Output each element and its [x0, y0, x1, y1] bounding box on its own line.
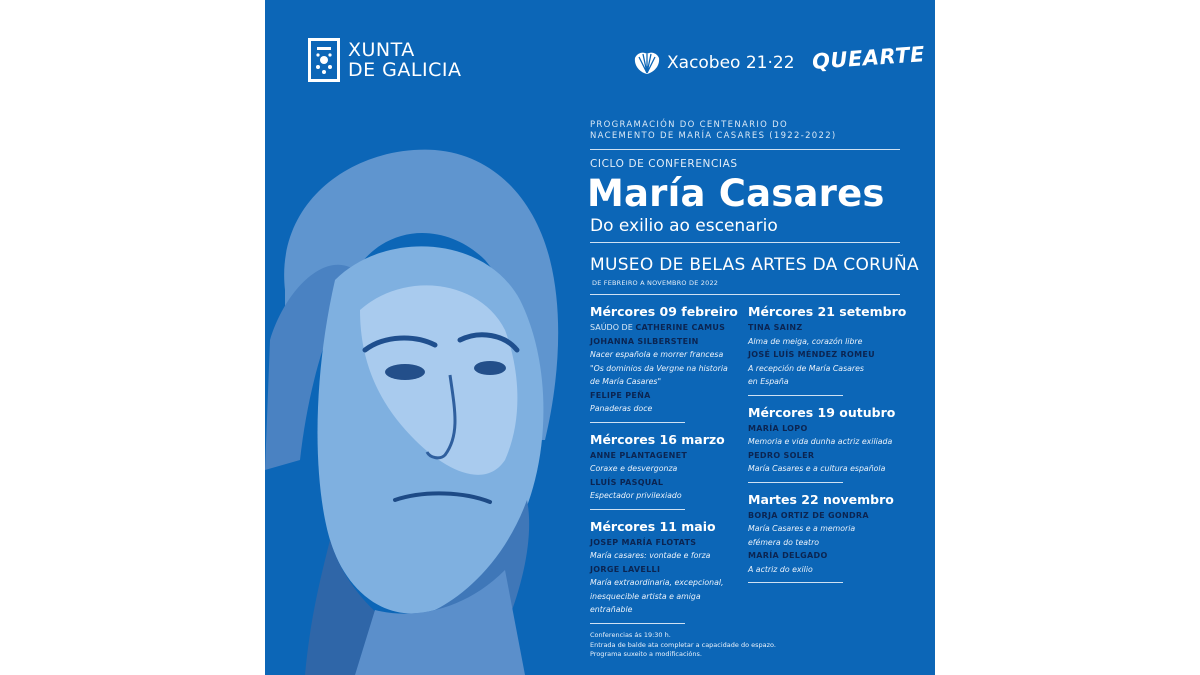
talk-title: María casares: vontade e forza — [590, 551, 711, 560]
speaker-name: LLUÍS PASQUAL — [590, 477, 664, 487]
event-divider — [590, 422, 685, 423]
event-divider — [590, 623, 685, 624]
talk-title: A recepción de María Casares — [748, 363, 864, 373]
speaker-name: FELIPE PEÑA — [590, 390, 651, 400]
portrait-illustration — [265, 140, 575, 675]
speaker-name: BORJA ORTIZ DE GONDRA — [748, 510, 869, 520]
scallop-shell-icon — [633, 50, 661, 76]
talk-title: Coraxe e desvergonza — [590, 464, 678, 473]
event-date: Martes 22 novembro — [748, 491, 894, 507]
programme-column-right — [748, 304, 918, 592]
talk-title: en España — [748, 377, 789, 386]
xunta-de-galicia-logo — [308, 38, 461, 82]
divider — [590, 294, 900, 295]
event-date: Mércores 16 marzo — [590, 431, 725, 447]
galicia-shield-icon — [308, 38, 340, 82]
speaker-name: JOSÉ LUÍS MÉNDEZ ROMEU — [748, 350, 875, 359]
speaker-name: TINA SAINZ — [748, 323, 803, 332]
divider — [590, 242, 900, 243]
footer-line3: Programa suxeito a modificacións. — [590, 650, 702, 658]
programme-heading — [590, 120, 837, 142]
event-divider — [748, 395, 843, 396]
event-entry — [590, 519, 760, 624]
speaker-name: JOHANNA SILBERSTEIN — [590, 336, 699, 346]
footer-line2: Entrada de balde ata completar a capacidade do espazo. — [590, 640, 776, 649]
talk-title: Panaderas doce — [590, 404, 653, 413]
poster-panel — [265, 0, 935, 675]
talk-title: Espectador privilexiado — [590, 491, 682, 500]
greeting-line — [590, 321, 760, 335]
programme-column-left — [590, 304, 760, 633]
event-title: María Casares — [587, 172, 885, 215]
event-entry — [590, 432, 760, 510]
greeting-prefix: SAÚDO DE — [590, 323, 636, 332]
speaker-name: MARÍA DELGADO — [748, 551, 828, 560]
venue-name: MUSEO DE BELAS ARTES DA CORUÑA — [590, 255, 919, 275]
talk-title: María extraordinaria, excepcional, — [590, 578, 724, 587]
programme-line2: NACEMENTO DE MARÍA CASARES (1922-2022) — [590, 131, 837, 141]
xacobeo-wordmark: Xacobeo 21·22 — [667, 53, 795, 73]
event-divider — [748, 482, 843, 483]
cycle-label: CICLO DE CONFERENCIAS — [590, 158, 738, 170]
speaker-name: CATHERINE CAMUS — [635, 323, 726, 332]
talk-title: efémera do teatro — [748, 537, 820, 547]
talk-title: Nacer española e morrer francesa — [590, 350, 724, 359]
xunta-line2: DE GALICIA — [348, 59, 462, 81]
talk-title: de María Casares" — [590, 377, 662, 386]
talk-title: María Casares e a cultura española — [748, 464, 886, 473]
date-range: DE FEBREIRO A NOVEMBRO DE 2022 — [592, 279, 719, 287]
event-entry — [590, 304, 760, 423]
event-date: Mércores 19 outubro — [748, 404, 896, 420]
programme-line1: PROGRAMACIÓN DO CENTENARIO DO — [590, 120, 788, 130]
speaker-name: JOSEP MARÍA FLOTATS — [590, 537, 697, 547]
speaker-name: JORGE LAVELLI — [590, 564, 661, 574]
talk-title: "Os dominios da Vergne na historia — [590, 363, 728, 373]
event-date: Mércores 11 maio — [590, 518, 716, 534]
speaker-name: PEDRO SOLER — [748, 450, 815, 460]
talk-title: María Casares e a memoria — [748, 524, 856, 533]
divider — [590, 149, 900, 150]
footer-notes — [590, 631, 776, 660]
event-divider — [748, 582, 843, 583]
xunta-wordmark — [348, 40, 461, 80]
talk-title: Memoria e vida dunha actriz exiliada — [748, 437, 893, 446]
event-entry — [748, 405, 918, 483]
event-divider — [590, 509, 685, 510]
quearte-logo: QUEARTE — [811, 42, 926, 74]
event-subtitle: Do exilio ao escenario — [590, 216, 778, 236]
event-date: Mércores 09 febreiro — [590, 304, 738, 319]
event-entry — [748, 304, 918, 396]
event-entry — [748, 492, 918, 584]
talk-title: inesquecible artista e amiga — [590, 591, 701, 601]
talk-title: A actriz do exilio — [748, 564, 813, 574]
event-date: Mércores 21 setembro — [748, 304, 907, 319]
footer-line1: Conferencias ás 19:30 h. — [590, 631, 671, 639]
talk-title: entrañable — [590, 605, 633, 614]
xunta-line1: XUNTA — [348, 39, 415, 61]
talk-title: Alma de meiga, corazón libre — [748, 336, 863, 346]
speaker-name: MARÍA LOPO — [748, 423, 808, 433]
xacobeo-logo — [633, 50, 795, 76]
speaker-name: ANNE PLANTAGENET — [590, 450, 688, 460]
